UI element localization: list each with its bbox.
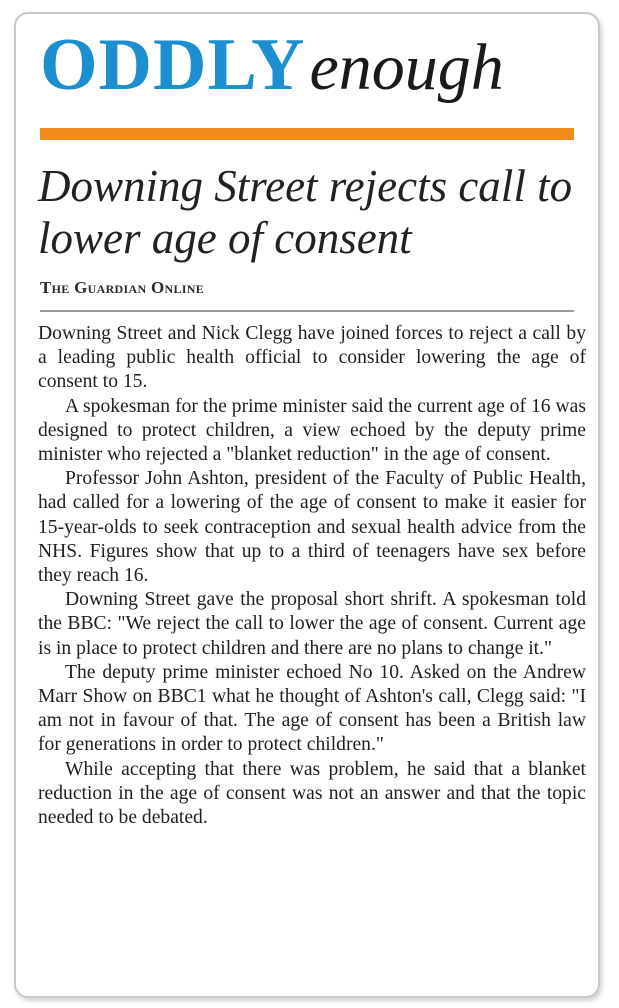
source-divider xyxy=(40,310,574,312)
article-paragraph: The deputy prime minister echoed No 10. Asked on the Andrew Marr Show on BBC1 what he thought of Ashton's call, Clegg said: "I am not in favour of that. The age of consent has been a British law for generations in order to protect children." xyxy=(38,661,586,756)
article-paragraph: Downing Street gave the proposal short shrift. A spokesman told the BBC: "We reject the call to lower the age of consent. Current age is in place to protect children and there are no plans to change it." xyxy=(38,589,586,659)
article-paragraph: Professor John Ashton, president of the Faculty of Public Health, had called for a lowering of the age of consent to make it easier for 15-year-olds to seek contraception and sexual health advice from the NHS. Figures show that up to a third of teenagers have sex before they reach 16. xyxy=(38,468,586,587)
masthead-oddly: ODDLY xyxy=(40,24,306,106)
article-body xyxy=(38,322,586,830)
article-source: The Guardian Online xyxy=(40,278,204,297)
article-paragraph: Downing Street and Nick Clegg have joined forces to reject a call by a leading public health official to consider lowering the age of consent to 15. xyxy=(38,323,586,393)
article-card xyxy=(14,12,600,998)
masthead-enough: enough xyxy=(309,31,504,104)
article-paragraph: While accepting that there was problem, he said that a blanket reduction in the age of consent was not an answer and that the topic needed to be debated. xyxy=(38,758,586,829)
article-paragraph: A spokesman for the prime minister said the current age of 16 was designed to protect children, a view echoed by the deputy prime minister who rejected a "blanket reduction" in the age of consent. xyxy=(38,395,586,466)
article-headline: Downing Street rejects call to lower age of consent xyxy=(38,161,573,263)
orange-divider xyxy=(40,128,574,140)
masthead-logo xyxy=(40,24,504,106)
